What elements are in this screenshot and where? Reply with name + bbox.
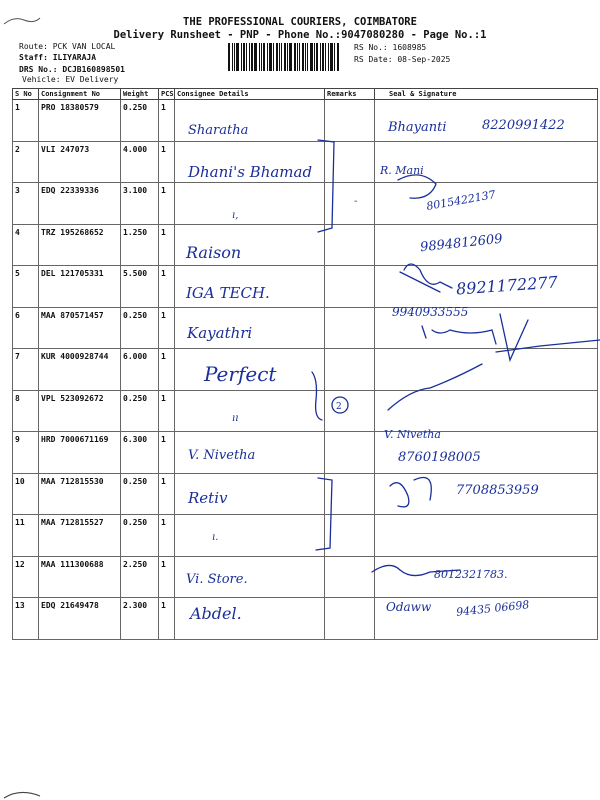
row-pcs: 1	[159, 183, 175, 225]
col-remarks: Remarks	[325, 89, 375, 100]
col-sno: S No	[13, 89, 39, 100]
row-sno: 13	[13, 598, 39, 640]
signature-scribble-10	[390, 478, 431, 507]
page-title: THE PROFESSIONAL COURIERS, COIMBATORE	[183, 16, 417, 28]
row-sno: 10	[13, 473, 39, 515]
row-consignment: PRO 18380579	[39, 100, 121, 142]
bracket-rows-10-11	[316, 478, 332, 550]
hw-consignee-2: Dhani's Bhamad	[188, 163, 313, 181]
row-sno: 3	[13, 183, 39, 225]
route-label: Route: PCK VAN LOCAL	[19, 42, 116, 51]
hw-consignee-10: Retiv	[188, 489, 228, 507]
hw-phone-6: 9940933555	[392, 305, 469, 319]
row-consignment: VLI 247073	[39, 141, 121, 183]
row-consignment: VPL 523092672	[39, 390, 121, 432]
hw-signature-2: R. Mani	[380, 164, 424, 177]
hw-consignee-1: Sharatha	[188, 123, 249, 138]
row-consignment: MAA 870571457	[39, 307, 121, 349]
row-weight: 0.250	[121, 473, 159, 515]
bracket-rows-2-3	[318, 140, 334, 232]
row-consignment: MAA 111300688	[39, 556, 121, 598]
hw-tick-mark-3: ı.	[212, 532, 219, 543]
row-pcs: 1	[159, 432, 175, 474]
row-sno: 7	[13, 349, 39, 391]
page-subtitle: Delivery Runsheet - PNP - Phone No.:9047080280 - Page No.:1	[113, 29, 487, 41]
signature-strike-5	[400, 272, 440, 292]
hw-consignee-6: Kayathri	[187, 324, 253, 342]
row-consignment: DEL 121705331	[39, 266, 121, 308]
row-sno: 4	[13, 224, 39, 266]
rs-number: RS No.: 1608985	[354, 43, 427, 52]
row-sno: 11	[13, 515, 39, 557]
row-pcs: 1	[159, 390, 175, 432]
col-weight: Weight	[121, 89, 159, 100]
bottom-scan-mark	[0, 786, 60, 800]
hw-consignee-4: Raison	[186, 243, 242, 262]
signature-scribble-5	[404, 264, 452, 288]
hw-signature-13: Odaww	[386, 600, 432, 614]
row-weight: 0.250	[121, 390, 159, 432]
row-pcs: 1	[159, 141, 175, 183]
remarks-dash: -	[354, 196, 358, 207]
signature-scribble-6	[422, 326, 496, 344]
hw-phone-10: 7708853959	[456, 483, 539, 498]
staff-label: Staff: ILIYARAJA	[19, 53, 97, 62]
row-weight: 6.000	[121, 349, 159, 391]
row-pcs: 1	[159, 473, 175, 515]
hw-phone-1: 8220991422	[482, 118, 565, 133]
row-pcs: 1	[159, 598, 175, 640]
row-pcs: 1	[159, 224, 175, 266]
col-seal: Seal & Signature	[375, 89, 598, 100]
row-weight: 5.500	[121, 266, 159, 308]
row-sno: 8	[13, 390, 39, 432]
hw-consignee-7: Perfect	[204, 362, 277, 386]
row-weight: 0.250	[121, 100, 159, 142]
row-sno: 6	[13, 307, 39, 349]
row-sno: 5	[13, 266, 39, 308]
signature-line-6	[496, 314, 600, 360]
col-consignment: Consignment No	[39, 89, 121, 100]
hw-consignee-13: Abdel.	[190, 604, 242, 623]
hw-phone-9: 8760198005	[398, 450, 481, 465]
vehicle-label: Vehicle: EV Delivery	[22, 75, 119, 84]
col-pcs: PCS	[159, 89, 175, 100]
row-consignment: TRZ 195268652	[39, 224, 121, 266]
row-weight: 2.300	[121, 598, 159, 640]
row-pcs: 1	[159, 307, 175, 349]
hw-signature-1: Bhayanti	[388, 120, 447, 135]
drs-label: DRS No.: DCJB160898501	[19, 65, 125, 74]
row-weight: 3.100	[121, 183, 159, 225]
hw-phone-12: 8012321783.	[434, 568, 508, 581]
row-weight: 6.300	[121, 432, 159, 474]
hw-consignee-12: Vi. Store.	[186, 572, 248, 587]
hw-phone-2: 8015422137	[425, 188, 497, 213]
row-weight: 0.250	[121, 307, 159, 349]
row-weight: 1.250	[121, 224, 159, 266]
row-weight: 2.250	[121, 556, 159, 598]
row-sno: 2	[13, 141, 39, 183]
row-consignment: MAA 712815530	[39, 473, 121, 515]
stamp-mark: 2	[336, 402, 342, 412]
row-weight: 0.250	[121, 515, 159, 557]
hw-phone-13: 94435 06698	[455, 598, 530, 619]
row-weight: 4.000	[121, 141, 159, 183]
row-sno: 1	[13, 100, 39, 142]
hw-signature-9: V. Nivetha	[384, 428, 441, 441]
row-consignment: HRD 7000671169	[39, 432, 121, 474]
hw-phone-5: 8921172277	[455, 272, 559, 299]
row-sno: 12	[13, 556, 39, 598]
row-pcs: 1	[159, 556, 175, 598]
row-pcs: 1	[159, 349, 175, 391]
row-pcs: 1	[159, 515, 175, 557]
hw-consignee-9: V. Nivetha	[188, 448, 256, 463]
row-pcs: 1	[159, 266, 175, 308]
row-consignment: EDQ 21649478	[39, 598, 121, 640]
hw-tick-mark: ı,	[232, 210, 239, 221]
hw-consignee-5: IGA TECH.	[186, 284, 270, 302]
row-consignment: MAA 712815527	[39, 515, 121, 557]
signature-scribble-8	[388, 364, 482, 410]
signature-scribble-2	[398, 175, 436, 198]
row-consignment: EDQ 22339336	[39, 183, 121, 225]
signature-scribble-12	[372, 565, 460, 575]
row-consignment: KUR 4000928744	[39, 349, 121, 391]
row-pcs: 1	[159, 100, 175, 142]
hw-phone-4: 9894812609	[419, 231, 504, 256]
bracket-rows-7-8	[312, 372, 322, 420]
row-sno: 9	[13, 432, 39, 474]
col-consignee: Consignee Details	[175, 89, 325, 100]
rs-date: RS Date: 08-Sep-2025	[354, 55, 451, 64]
hw-tick-mark-2: ıı	[232, 413, 239, 424]
